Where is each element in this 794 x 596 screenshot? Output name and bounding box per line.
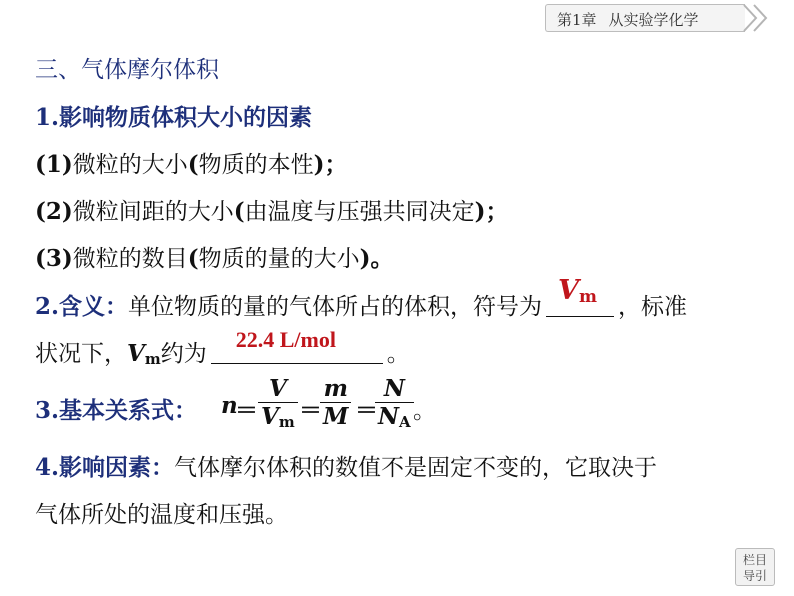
symbol-answer-blank [546, 275, 614, 317]
formula-eq-2: ＝ [299, 397, 322, 424]
symbol-answer: $V_m$ [558, 275, 597, 307]
relation-formula [35, 375, 535, 435]
chapter-header [545, 4, 745, 32]
point2-heading: 2.含义： [35, 293, 129, 320]
fraction-N-over-NA: $\frac{N}{N_A}$ [375, 375, 414, 436]
column-guide-button[interactable]: 栏目 导引 [735, 548, 775, 586]
point2-line-2: 状况下，$V_m$约为 22.4 L/mol 。 [35, 327, 410, 368]
value-answer: 22.4 L/mol [235, 327, 336, 352]
formula-end: 。 [413, 398, 436, 424]
point1-item-3: (3)微粒的数目(物质的量的大小)。 [35, 245, 394, 272]
value-answer-blank [211, 327, 383, 364]
point3-heading: 3.基本关系式： [35, 397, 198, 424]
formula-eq-3: ＝ [355, 397, 378, 424]
chapter-title: 从实验学化学 [608, 11, 699, 29]
point4-line-2: 气体所处的温度和压强。 [35, 502, 288, 528]
point1-heading: 1.影响物质体积大小的因素 [35, 104, 313, 131]
point1-item-2: (2)微粒间距的大小(由温度与压强共同决定)； [35, 198, 509, 225]
point1-item-1: (1)微粒的大小(物质的本性)； [35, 151, 348, 178]
section-title: 三、气体摩尔体积 [35, 57, 219, 83]
vm-symbol: $V_m$ [127, 340, 161, 368]
chapter-number: 第1章 [557, 11, 597, 29]
double-chevron-right-icon [742, 4, 788, 32]
point4-line-1: 4.影响因素：气体摩尔体积的数值不是固定不变的，它取决于 [35, 454, 658, 481]
formula-n: n [221, 392, 238, 419]
fraction-v-over-vm: $\frac{V}{V_m}$ [258, 375, 298, 436]
fraction-m-over-M: $\frac{m}{M}$ [320, 375, 351, 430]
point4-heading: 4.影响因素： [35, 454, 175, 481]
formula-eq-1: ＝ [235, 397, 258, 424]
point2-line-1: 2.含义：单位物质的量的气体所占的体积，符号为 $V_m$ ，标准 [35, 275, 688, 320]
